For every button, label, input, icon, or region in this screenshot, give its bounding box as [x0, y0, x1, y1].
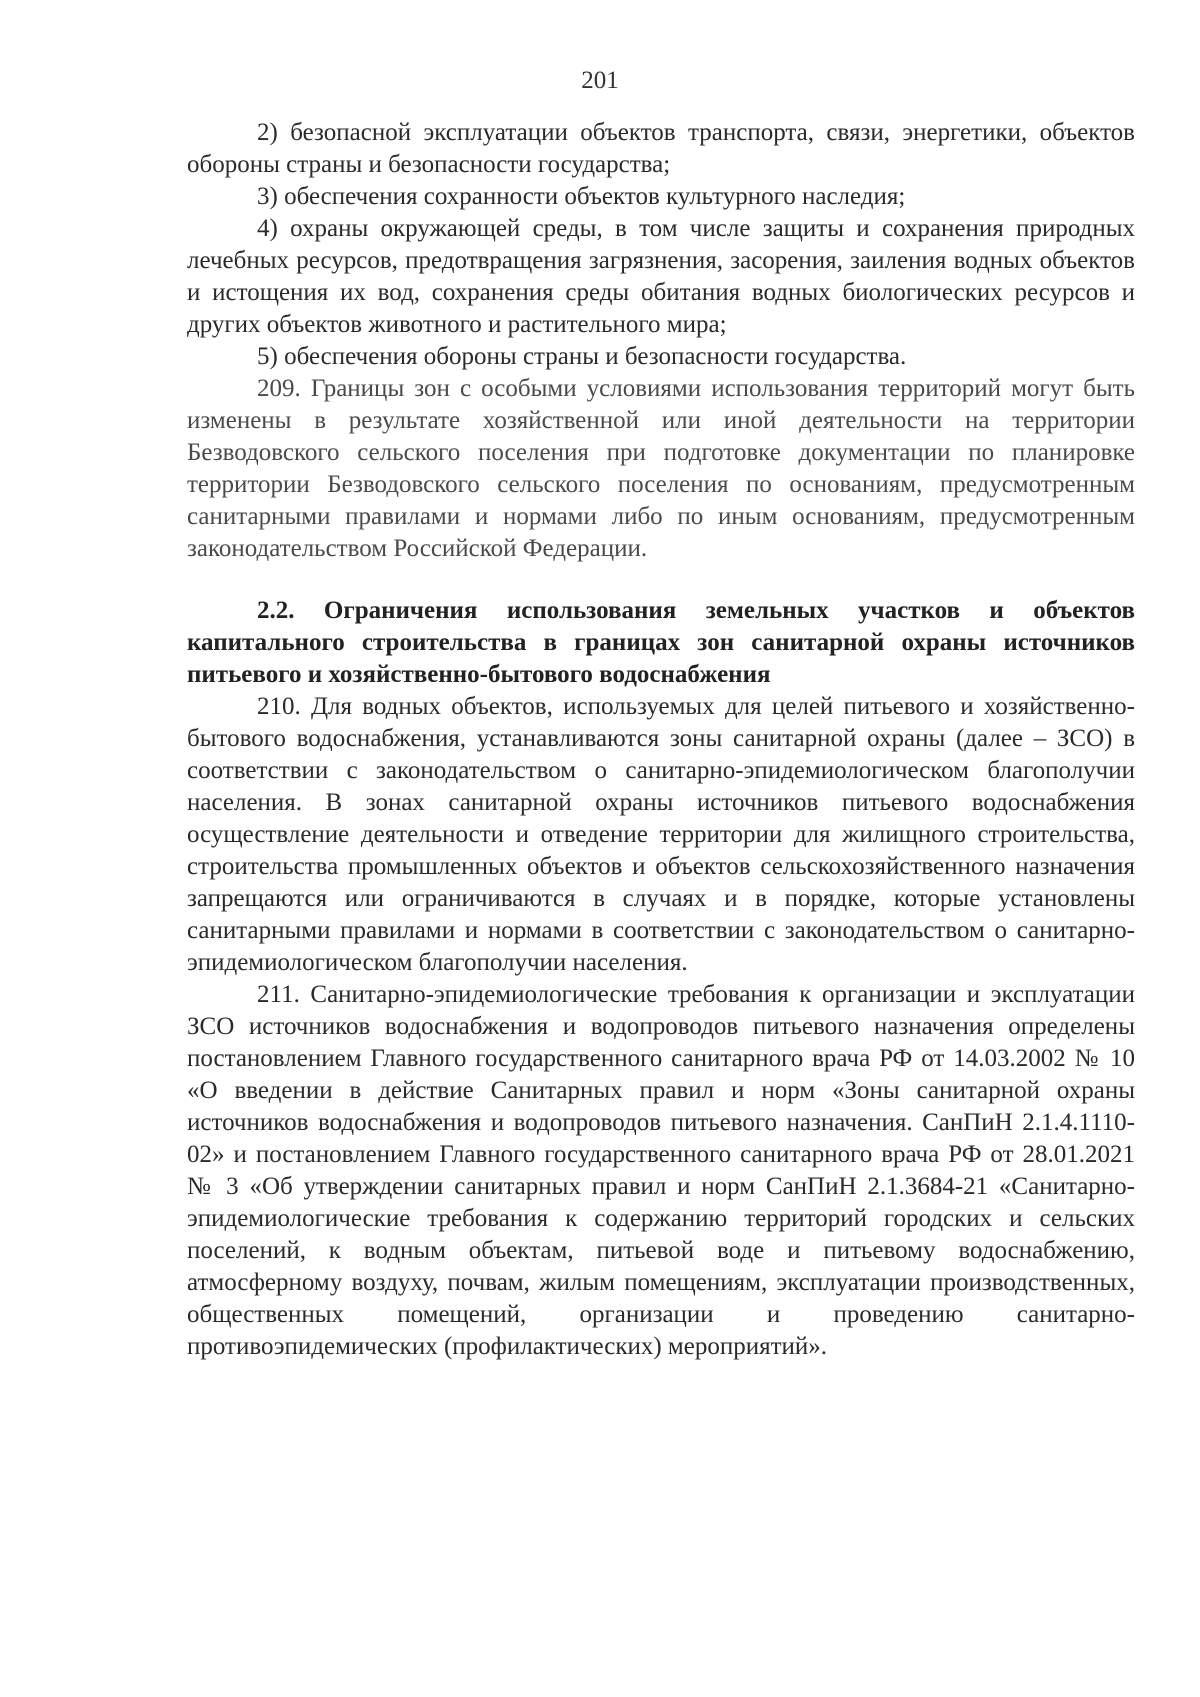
- list-item-2: 2) безопасной эксплуатации объектов транспорта, связи, энергетики, объектов обороны страны и безопасности государства;: [187, 119, 1135, 178]
- list-item-3: 3) обеспечения сохранности объектов культурного наследия;: [257, 183, 906, 210]
- page-number: 201: [581, 67, 619, 94]
- list-item-5: 5) обеспечения обороны страны и безопасности государства.: [257, 343, 907, 370]
- list-item-4: 4) охраны окружающей среды, в том числе защиты и сохранения природных лечебных ресурсов, предотвращения загрязнения, засорения, заиления водных объектов и истощения их вод, сохранения среды обитания водных биологических ресурсов и других объектов животного и растительного мира;: [187, 215, 1135, 338]
- paragraph-209: 209. Границы зон с особыми условиями использования территорий могут быть изменены в результате хозяйственной или иной деятельности на территории Безводовского сельского поселения при подготовке документации по планировке территории Безводовского сельского поселения по основаниям, предусмотренным санитарными правилами и нормами либо по иным основаниям, предусмотренным законодательством Российской Федерации.: [187, 375, 1135, 562]
- paragraph-211: 211. Санитарно-эпидемиологические требования к организации и эксплуатации ЗСО источников водоснабжения и водопроводов питьевого назначения определены постановлением Главного государственного санитарного врача РФ от 14.03.2002 № 10 «О введении в действие Санитарных правил и норм «Зоны санитарной охраны источников водоснабжения и водопроводов питьевого назначения. СанПиН 2.1.4.1110-02» и постановлением Главного государственного санитарного врача РФ от 28.01.2021 № 3 «Об утверждении санитарных правил и норм СанПиН 2.1.3684-21 «Санитарно-эпидемиологические требования к содержанию территорий городских и сельских поселений, к водным объектам, питьевой воде и питьевому водоснабжению, атмосферному воздуху, почвам, жилым помещениям, эксплуатации производственных, общественных помещений, организации и проведению санитарно-противоэпидемических (профилактических) мероприятий».: [187, 981, 1135, 1360]
- document-body: [187, 117, 1135, 1363]
- paragraph-210: 210. Для водных объектов, используемых для целей питьевого и хозяйственно-бытового водоснабжения, устанавливаются зоны санитарной охраны (далее – ЗСО) в соответствии с законодательством о санитарно-эпидемиологическом благополучии населения. В зонах санитарной охраны источников питьевого водоснабжения осуществление деятельности и отведение территории для жилищного строительства, строительства промышленных объектов и объектов сельскохозяйственного назначения запрещаются или ограничиваются в случаях и в порядке, которые установлены санитарными правилами и нормами в соответствии с законодательством о санитарно-эпидемиологическом благополучии населения.: [187, 693, 1135, 976]
- section-heading: 2.2. Ограничения использования земельных участков и объектов капитального строительства в границах зон санитарной охраны источников питьевого и хозяйственно-бытового водоснабжения: [187, 597, 1135, 688]
